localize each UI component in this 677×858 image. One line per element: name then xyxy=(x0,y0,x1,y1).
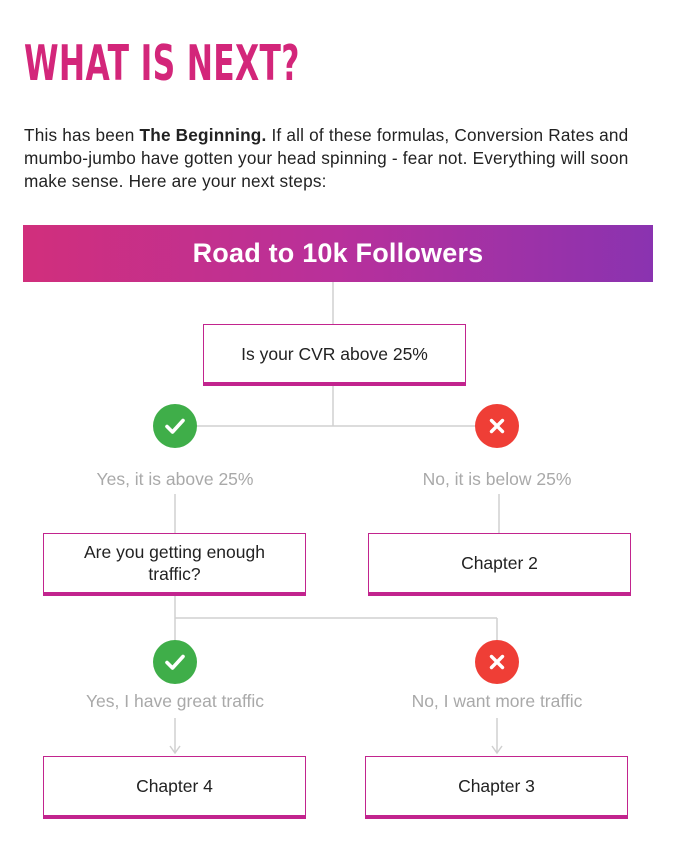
question-traffic-text: Are you getting enough traffic? xyxy=(84,542,265,584)
chapter-2-box xyxy=(368,533,631,596)
check-icon xyxy=(153,404,197,448)
yes-traffic-label: Yes, I have great traffic xyxy=(85,691,265,711)
question-cvr-box xyxy=(203,324,466,386)
chapter-3-text: Chapter 3 xyxy=(458,776,535,796)
yes-cvr-label: Yes, it is above 25% xyxy=(96,469,254,489)
check-icon xyxy=(153,640,197,684)
chapter-3-box xyxy=(365,756,628,819)
no-cvr-label: No, it is below 25% xyxy=(422,469,572,489)
chapter-4-text: Chapter 4 xyxy=(136,776,213,796)
cross-icon xyxy=(475,640,519,684)
intro-text-start: This has been xyxy=(24,125,140,145)
question-traffic-box xyxy=(43,533,306,596)
flowchart-banner: Road to 10k Followers xyxy=(23,225,653,282)
chapter-4-box xyxy=(43,756,306,819)
intro-text-end: If all of these formulas, Conversion Rates and mumbo-jumbo have gotten your head spinning - fear not. Everything will soon make sense. Here are your next steps: xyxy=(24,125,629,191)
question-cvr-text: Is your CVR above 25% xyxy=(241,343,428,364)
cross-icon xyxy=(475,404,519,448)
no-traffic-label: No, I want more traffic xyxy=(411,691,583,711)
chapter-2-text: Chapter 2 xyxy=(461,553,538,573)
intro-bold-text: The Beginning. xyxy=(139,125,267,145)
page-title: WHAT IS NEXT? xyxy=(24,35,300,92)
